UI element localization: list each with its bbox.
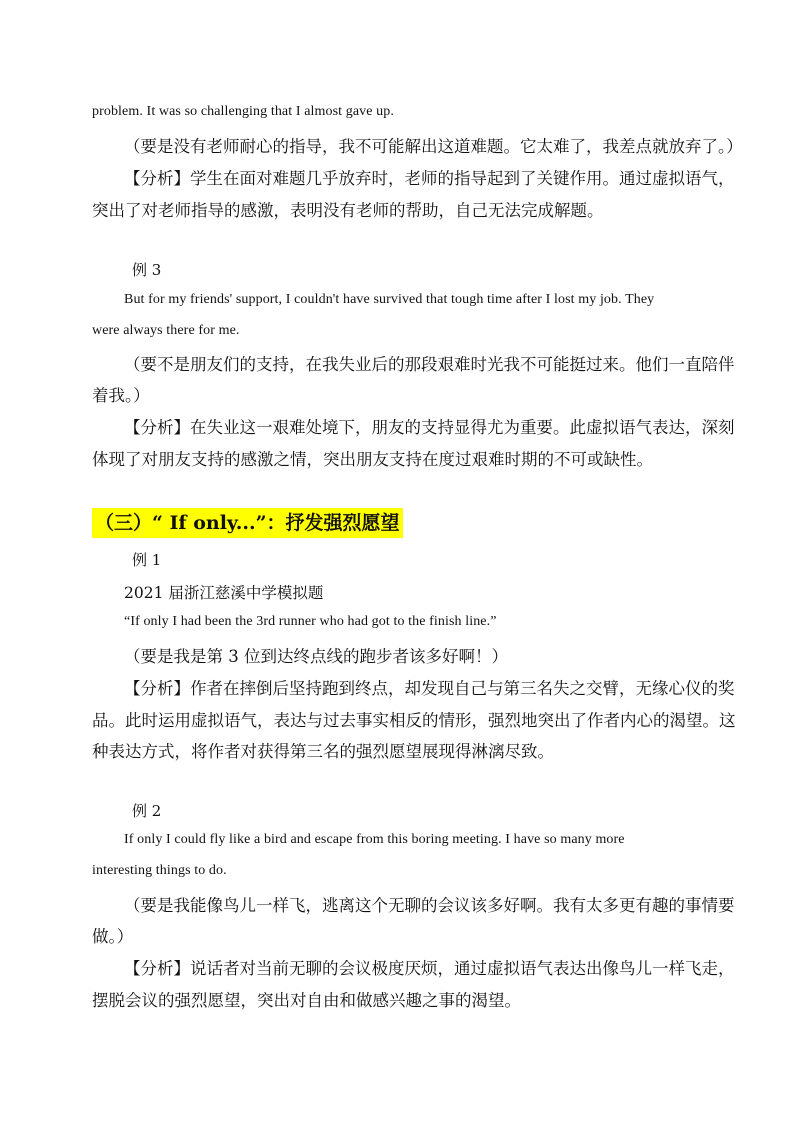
example-chinese-translation: （要是没有老师耐心的指导，我不可能解出这道难题。它太难了，我差点就放弃了。） xyxy=(124,137,743,156)
example-english-line: If only I could fly like a bird and escape from this boring meeting. I have so many more xyxy=(124,832,625,847)
analysis-line: 【分析】在失业这一艰难处境下，朋友的支持显得尤为重要。此虚拟语气表达，深刻 xyxy=(124,418,735,437)
section-heading: （三）“ If only...”：抒发强烈愿望 xyxy=(92,508,403,538)
example-english-line: But for my friends' support, I couldn't have survived that tough time after I lost my job. They xyxy=(124,292,655,307)
example-chinese-translation: （要是我是第 3 位到达终点线的跑步者该多好啊！） xyxy=(124,647,508,666)
analysis-line: 品。此时运用虚拟语气，表达与过去事实相反的情形，强烈地突出了作者内心的渴望。这 xyxy=(92,711,736,730)
example-chinese-translation: （要是我能像鸟儿一样飞，逃离这个无聊的会议该多好啊。我有太多更有趣的事情要 xyxy=(124,896,735,915)
example-english-line: were always there for me. xyxy=(92,323,240,338)
analysis-line: 体现了对朋友支持的感激之情，突出朋友支持在度过艰难时期的不可或缺性。 xyxy=(92,450,653,469)
example-chinese-translation: 着我。） xyxy=(92,386,150,405)
analysis-line: 【分析】作者在摔倒后坚持跑到终点，却发现自己与第三名失之交臂，无缘心仪的奖 xyxy=(124,679,735,698)
example-source: 2021 届浙江慈溪中学模拟题 xyxy=(124,584,324,602)
example-chinese-translation: （要不是朋友们的支持，在我失业后的那段艰难时光我不可能挺过来。他们一直陪伴 xyxy=(124,355,735,374)
analysis-line: 种表达方式，将作者对获得第三名的强烈愿望展现得淋漓尽致。 xyxy=(92,742,554,761)
analysis-line: 突出了对老师指导的感激，表明没有老师的帮助，自己无法完成解题。 xyxy=(92,201,604,220)
example-english-line: “If only I had been the 3rd runner who had got to the finish line.” xyxy=(124,614,497,629)
example-label: 例 3 xyxy=(132,261,162,279)
analysis-line: 【分析】学生在面对难题几乎放弃时，老师的指导起到了关键作用。通过虚拟语气， xyxy=(124,169,735,188)
analysis-line: 摆脱会议的强烈愿望，突出对自由和做感兴趣之事的渴望。 xyxy=(92,991,521,1010)
analysis-line: 【分析】说话者对当前无聊的会议极度厌烦，通过虚拟语气表达出像鸟儿一样飞走， xyxy=(124,959,735,978)
example-english-line: interesting things to do. xyxy=(92,863,227,878)
example-label: 例 2 xyxy=(132,802,162,820)
example-label: 例 1 xyxy=(132,551,162,569)
example-chinese-translation: 做。） xyxy=(92,927,134,946)
example-english-line: problem. It was so challenging that I almost gave up. xyxy=(92,104,394,119)
